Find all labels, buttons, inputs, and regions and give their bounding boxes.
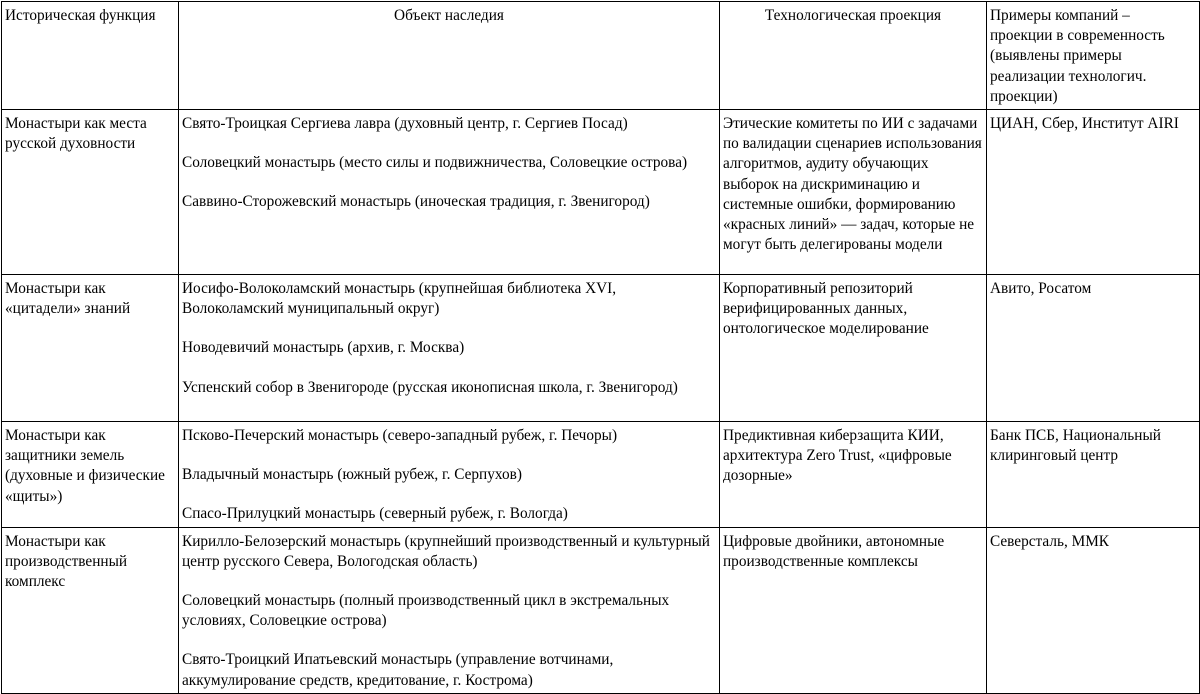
table-row bbox=[2, 110, 1200, 275]
header-function: Историческая функция bbox=[2, 2, 179, 110]
cell-tech: Предиктивная киберзащита КИИ, архитектура Zero Trust, «цифровые дозорные» bbox=[720, 422, 987, 528]
cell-function: Монастыри как защитники земель (духовные и физические «щиты») bbox=[2, 422, 179, 528]
heritage-table bbox=[1, 1, 1200, 694]
cell-companies: Северсталь, ММК bbox=[987, 527, 1200, 693]
object-item: Кирилло-Белозерский монастырь (крупнейший производственный и культурный центр русского Севера, Вологодская область) bbox=[182, 532, 710, 570]
object-item: Соловецкий монастырь (место силы и подвижничества, Соловецкие острова) bbox=[182, 154, 688, 172]
table-row bbox=[2, 275, 1200, 422]
cell-tech: Этические комитеты по ИИ с задачами по валидации сценариев использования алгоритмов, аудиту обучающих выборок на дискриминацию и системные ошибки, формированию «красных линий» — задач, которые не могут быть делегированы модели bbox=[720, 110, 987, 275]
table-row bbox=[2, 422, 1200, 528]
header-object: Объект наследия bbox=[179, 2, 720, 110]
cell-companies: Авито, Росатом bbox=[987, 275, 1200, 422]
cell-function: Монастыри как «цитадели» знаний bbox=[2, 275, 179, 422]
cell-companies: ЦИАН, Сбер, Институт AIRI bbox=[987, 110, 1200, 275]
cell-objects bbox=[179, 275, 720, 422]
table-header-row bbox=[2, 2, 1200, 110]
header-tech: Технологическая проекция bbox=[720, 2, 987, 110]
object-item: Соловецкий монастырь (полный производственный цикл в экстремальных условиях, Соловецкие острова) bbox=[182, 592, 670, 630]
cell-companies: Банк ПСБ, Национальный клиринговый центр bbox=[987, 422, 1200, 528]
object-item: Спасо-Прилуцкий монастырь (северный рубеж, г. Вологда) bbox=[182, 505, 568, 523]
object-item: Иосифо-Волоколамский монастырь (крупнейшая библиотека XVI, Волоколамский муниципальный округ) bbox=[182, 280, 617, 318]
cell-tech: Цифровые двойники, автономные производственные комплексы bbox=[720, 527, 987, 693]
header-companies: Примеры компаний – проекции в современность (выявлены примеры реализации технологич. проекции) bbox=[987, 2, 1200, 110]
cell-tech: Корпоративный репозиторий верифицированных данных, онтологическое моделирование bbox=[720, 275, 987, 422]
object-item: Успенский собор в Звенигороде (русская иконописная школа, г. Звенигород) bbox=[182, 378, 678, 396]
cell-function: Монастыри как производственный комплекс bbox=[2, 527, 179, 693]
cell-function: Монастыри как места русской духовности bbox=[2, 110, 179, 275]
table-row bbox=[2, 527, 1200, 693]
object-item: Псково-Печерский монастырь (северо-западный рубеж, г. Печоры) bbox=[182, 427, 618, 445]
cell-objects bbox=[179, 527, 720, 693]
cell-objects bbox=[179, 110, 720, 275]
object-item: Свято-Троицкая Сергиева лавра (духовный центр, г. Сергиев Посад) bbox=[182, 115, 628, 133]
object-item: Саввино-Сторожевский монастырь (иноческая традиция, г. Звенигород) bbox=[182, 193, 650, 211]
object-item: Свято-Троицкий Ипатьевский монастырь (управление вотчинами, аккумулирование средств, кредитование, г. Кострома) bbox=[182, 651, 614, 689]
object-item: Новодевичий монастырь (архив, г. Москва) bbox=[182, 339, 465, 357]
cell-objects bbox=[179, 422, 720, 528]
object-item: Владычный монастырь (южный рубеж, г. Серпухов) bbox=[182, 466, 522, 484]
